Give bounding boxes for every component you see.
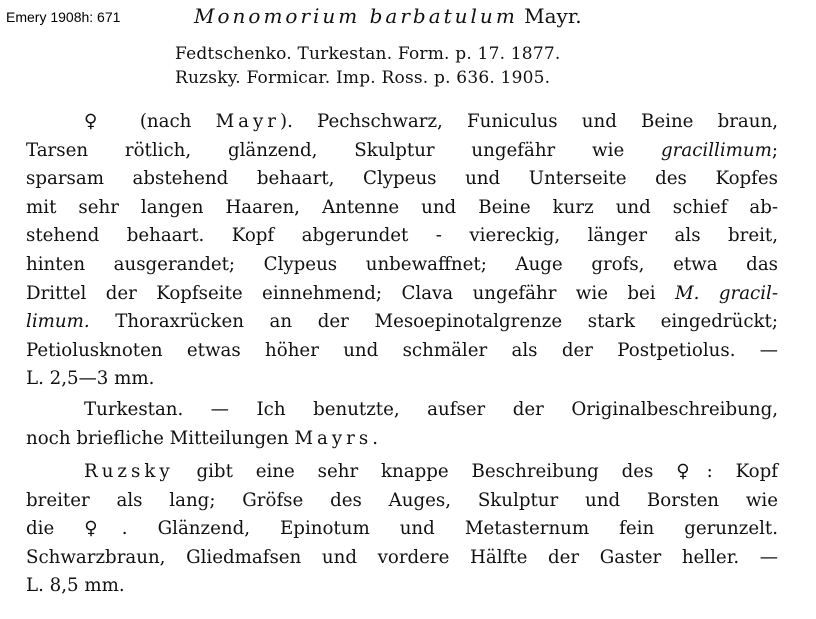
text-line: limum. Thoraxrücken an der Mesoepinotalgrenze stark eingedrückt; — [26, 311, 778, 333]
source-label: Emery 1908h: 671 — [6, 9, 121, 25]
text-line: L. 8,5 mm. — [26, 575, 125, 597]
paragraph-ruzsky — [26, 458, 778, 601]
reference-line-1: Fedtschenko. Turkestan. Form. p. 17. 1877. — [175, 44, 561, 64]
text-line: Schwarzbraun, Gliedmafsen und vordere Hälfte der Gaster heller. — — [26, 546, 778, 568]
paragraph-description — [26, 108, 778, 394]
text-line: L. 2,5—3 mm. — [26, 368, 155, 390]
text-line: Tarsen rötlich, glänzend, Skulptur ungefähr wie gracillimum; — [26, 139, 778, 161]
text-line: mit sehr langen Haaren, Antenne und Beine kurz und schief ab- — [26, 196, 778, 218]
text-line: die ♀. Glänzend, Epinotum und Metasternum fein gerunzelt. — [26, 518, 778, 540]
text-line: noch briefliche Mitteilungen Mayrs. — [26, 427, 379, 449]
text-line: Turkestan. — Ich benutzte, aufser der Originalbeschreibung, — [84, 399, 778, 420]
text-line: Petiolusknoten etwas höher und schmäler als der Postpetiolus. — — [26, 339, 778, 361]
species-author: Mayr. — [524, 4, 582, 28]
text-line: breiter als lang; Gröfse des Auges, Skulptur und Borsten wie — [26, 489, 778, 511]
species-name: Monomorium barbatulum — [194, 4, 518, 28]
text-line: sparsam abstehend behaart, Clypeus und Unterseite des Kopfes — [26, 168, 778, 190]
reference-line-2: Ruzsky. Formicar. Imp. Ross. p. 636. 1905. — [175, 68, 551, 88]
species-title — [194, 4, 582, 28]
text-line: ♀ (nach Mayr). Pechschwarz, Funiculus und Beine braun, — [84, 111, 778, 132]
text-line: hinten ausgerandet; Clypeus unbewaffnet; Auge grofs, etwa das — [26, 253, 778, 275]
paragraph-locality — [26, 396, 778, 453]
text-line: Ruzsky gibt eine sehr knappe Beschreibung des ♀: Kopf — [84, 461, 778, 482]
text-line: stehend behaart. Kopf abgerundet - viereckig, länger als breit, — [26, 225, 778, 247]
text-line: Drittel der Kopfseite einnehmend; Clava ungefähr wie bei M. gracil- — [26, 282, 779, 304]
